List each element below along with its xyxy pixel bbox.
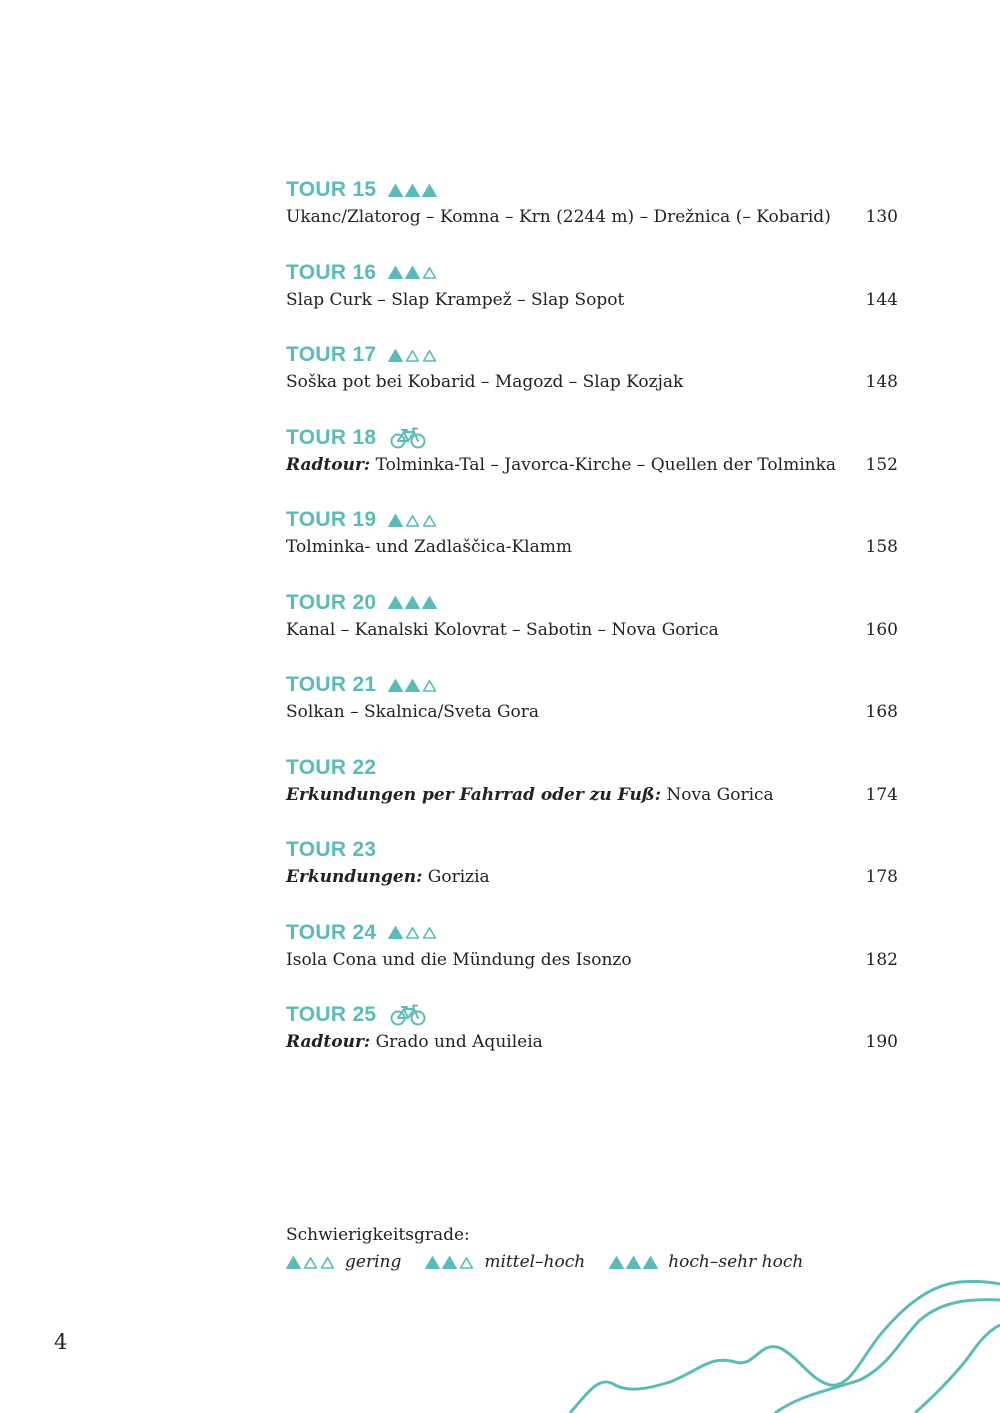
tour-title: Gorizia — [422, 867, 490, 887]
tour-title: Ukanc/Zlatorog – Komna – Krn (2244 m) – Drežnica (– Kobarid) — [286, 207, 831, 227]
tour-number: TOUR 17 — [286, 343, 377, 366]
tour-number: TOUR 21 — [286, 673, 377, 696]
table-of-contents — [286, 176, 898, 1084]
page-reference: 190 — [865, 1032, 898, 1052]
tour-title: Tolminka- und Zadlaščica-Klamm — [286, 537, 572, 557]
tour-title: Isola Cona und die Mündung des Isonzo — [286, 949, 632, 970]
toc-entry — [286, 589, 898, 672]
legend-difficulty-icons — [425, 1256, 474, 1269]
tour-heading — [286, 1001, 426, 1029]
tour-description-line — [286, 207, 898, 231]
filled-triangle-icon — [388, 679, 403, 692]
difficulty-rating — [388, 266, 437, 279]
tour-description-line — [286, 702, 898, 726]
page-reference: 144 — [865, 289, 898, 310]
page-number: 4 — [54, 1330, 68, 1354]
filled-triangle-icon — [405, 266, 420, 279]
toc-entry — [286, 919, 898, 1002]
page-reference: 152 — [865, 454, 898, 475]
bicycle-icon — [390, 427, 426, 449]
toc-entry — [286, 259, 898, 342]
tour-number: TOUR 22 — [286, 755, 377, 779]
mountain-wave-decoration — [560, 1270, 1000, 1413]
filled-triangle-icon — [388, 926, 403, 939]
page-reference: 174 — [865, 784, 898, 805]
filled-triangle-icon — [405, 596, 420, 609]
tour-title: Solkan – Skalnica/Sveta Gora — [286, 702, 540, 722]
tour-description-line — [286, 1032, 898, 1056]
tour-title: Tolminka-Tal – Javorca-Kirche – Quellen der Tolminka — [370, 454, 837, 475]
toc-entry — [286, 1001, 898, 1084]
page-reference: 148 — [865, 372, 898, 392]
tour-description-line — [286, 785, 898, 809]
toc-entry — [286, 424, 898, 507]
outline-triangle-icon — [422, 926, 437, 939]
outline-triangle-icon — [459, 1256, 474, 1269]
filled-triangle-icon — [388, 514, 403, 527]
tour-number: TOUR 15 — [286, 178, 377, 201]
filled-triangle-icon — [442, 1256, 457, 1269]
difficulty-rating — [388, 926, 437, 939]
difficulty-rating — [388, 679, 437, 692]
toc-entry — [286, 671, 898, 754]
filled-triangle-icon — [422, 596, 437, 609]
legend-item — [286, 1252, 401, 1272]
tour-number: TOUR 19 — [286, 508, 377, 531]
filled-triangle-icon — [425, 1256, 440, 1269]
tour-title: Nova Gorica — [661, 784, 774, 805]
filled-triangle-icon — [388, 266, 403, 279]
tour-heading — [286, 589, 437, 617]
tour-description-line — [286, 537, 898, 561]
legend-label: hoch–sehr hoch — [668, 1252, 804, 1272]
legend-title: Schwierigkeitsgrade: — [286, 1225, 470, 1245]
bicycle-icon — [390, 1004, 426, 1026]
tour-heading — [286, 506, 437, 534]
tour-description-line — [286, 455, 898, 479]
outline-triangle-icon — [422, 266, 437, 279]
outline-triangle-icon — [422, 349, 437, 362]
tour-description-line — [286, 950, 898, 974]
filled-triangle-icon — [388, 184, 403, 197]
difficulty-rating — [388, 349, 437, 362]
filled-triangle-icon — [643, 1256, 658, 1269]
toc-entry — [286, 754, 898, 837]
tour-title: Grado und Aquileia — [370, 1032, 543, 1052]
difficulty-rating — [388, 514, 437, 527]
tour-heading — [286, 176, 437, 204]
page-reference: 158 — [865, 537, 898, 557]
filled-triangle-icon — [422, 184, 437, 197]
outline-triangle-icon — [320, 1256, 335, 1269]
tour-number: TOUR 23 — [286, 838, 377, 861]
difficulty-rating — [388, 596, 437, 609]
filled-triangle-icon — [388, 596, 403, 609]
outline-triangle-icon — [422, 679, 437, 692]
outline-triangle-icon — [405, 349, 420, 362]
page-reference: 160 — [865, 619, 898, 640]
filled-triangle-icon — [405, 184, 420, 197]
page-reference: 182 — [865, 949, 898, 970]
outline-triangle-icon — [303, 1256, 318, 1269]
filled-triangle-icon — [286, 1256, 301, 1269]
outline-triangle-icon — [405, 514, 420, 527]
tour-description-line — [286, 372, 898, 396]
tour-heading — [286, 919, 437, 947]
tour-type-prefix: Erkundungen per Fahrrad oder zu Fuß: — [286, 784, 661, 805]
tour-description-line — [286, 290, 898, 314]
tour-heading — [286, 671, 437, 699]
tour-description-line — [286, 867, 898, 891]
tour-number: TOUR 25 — [286, 1003, 377, 1026]
difficulty-rating — [388, 184, 437, 197]
filled-triangle-icon — [388, 349, 403, 362]
legend-item — [609, 1252, 803, 1272]
tour-title: Soška pot bei Kobarid – Magozd – Slap Kozjak — [286, 372, 684, 392]
legend-item — [425, 1252, 585, 1272]
toc-entry — [286, 341, 898, 424]
tour-number: TOUR 16 — [286, 260, 377, 284]
difficulty-legend — [286, 1252, 827, 1272]
toc-entry — [286, 176, 898, 259]
outline-triangle-icon — [422, 514, 437, 527]
outline-triangle-icon — [405, 926, 420, 939]
legend-difficulty-icons — [609, 1256, 658, 1269]
toc-entry — [286, 506, 898, 589]
legend-label: gering — [345, 1252, 402, 1272]
page-reference: 168 — [865, 702, 898, 722]
page-reference: 178 — [865, 867, 898, 887]
tour-type-prefix: Radtour: — [286, 1032, 371, 1052]
tour-title: Kanal – Kanalski Kolovrat – Sabotin – Nova Gorica — [286, 619, 719, 640]
tour-type-prefix: Erkundungen: — [286, 867, 423, 887]
toc-entry — [286, 836, 898, 919]
filled-triangle-icon — [405, 679, 420, 692]
tour-type-prefix: Radtour: — [286, 454, 371, 475]
tour-heading — [286, 754, 376, 782]
page-reference: 130 — [865, 207, 898, 227]
tour-heading — [286, 341, 437, 369]
tour-number: TOUR 24 — [286, 920, 377, 944]
tour-heading — [286, 836, 376, 864]
tour-heading — [286, 424, 426, 452]
legend-difficulty-icons — [286, 1256, 335, 1269]
tour-number: TOUR 18 — [286, 425, 377, 449]
tour-number: TOUR 20 — [286, 590, 377, 614]
legend-label: mittel–hoch — [484, 1252, 586, 1272]
tour-title: Slap Curk – Slap Krampež – Slap Sopot — [286, 289, 625, 310]
tour-description-line — [286, 620, 898, 644]
filled-triangle-icon — [609, 1256, 624, 1269]
tour-heading — [286, 259, 437, 287]
filled-triangle-icon — [626, 1256, 641, 1269]
